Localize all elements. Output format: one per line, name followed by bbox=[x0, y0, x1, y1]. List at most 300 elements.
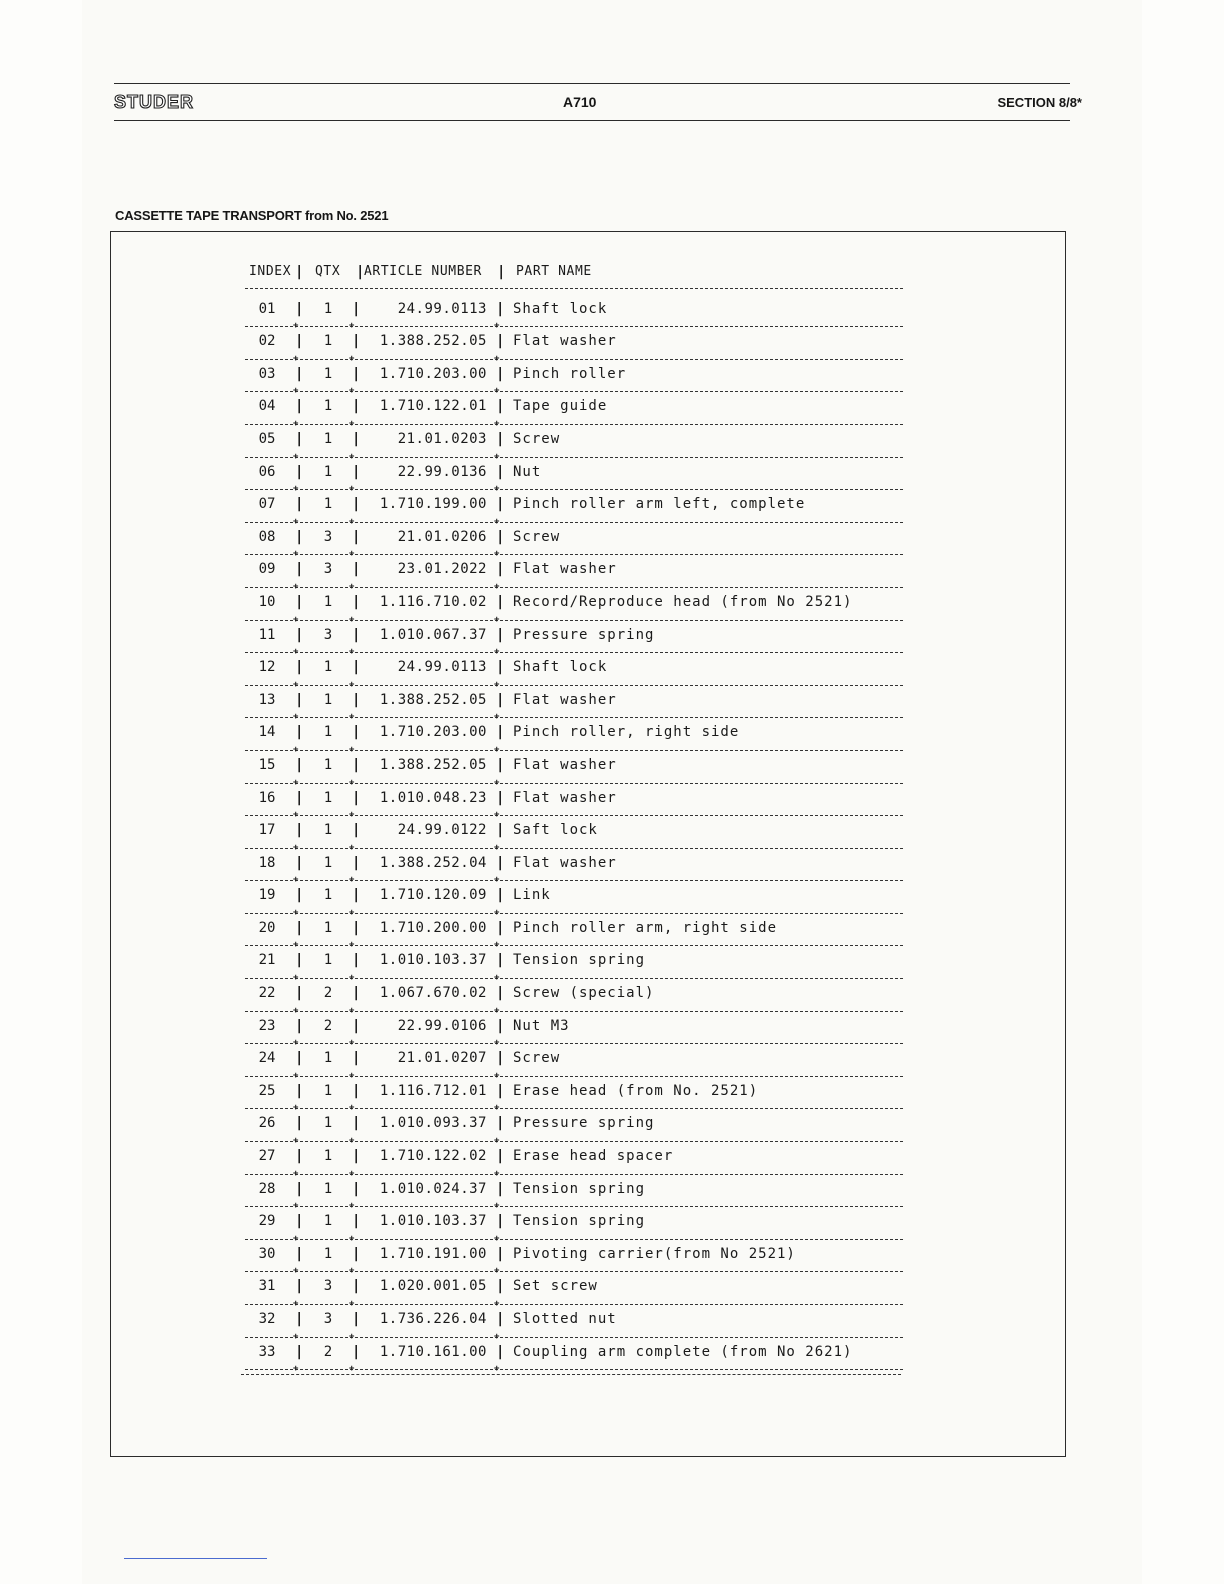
part-name: Pivoting carrier(from No 2521) bbox=[513, 1245, 796, 1262]
separator-junction: + bbox=[293, 516, 299, 527]
section-label: SECTION 8/8* bbox=[997, 95, 1082, 110]
part-qty: 1 bbox=[323, 1245, 333, 1262]
part-qty: 1 bbox=[323, 1213, 333, 1230]
column-divider: | bbox=[352, 1115, 361, 1132]
part-article-number: 21.01.0207 bbox=[397, 1050, 487, 1067]
part-index: 05 bbox=[258, 430, 276, 447]
part-qty: 3 bbox=[323, 1311, 333, 1327]
footer-link-rule bbox=[124, 1558, 267, 1559]
separator-junction: + bbox=[494, 451, 500, 462]
part-name: Flat washer bbox=[513, 333, 617, 350]
separator-junction: + bbox=[293, 614, 299, 625]
part-name: Pinch roller arm, right side bbox=[513, 919, 778, 936]
part-name: Pressure spring bbox=[513, 626, 655, 643]
separator-junction: + bbox=[349, 1299, 355, 1309]
part-article-number: 1.388.252.05 bbox=[379, 333, 487, 350]
part-name: Link bbox=[513, 887, 551, 904]
column-divider: | bbox=[295, 1180, 304, 1197]
separator-junction: + bbox=[494, 516, 500, 527]
separator-junction: + bbox=[293, 1070, 299, 1081]
separator-junction: + bbox=[494, 777, 500, 788]
part-qty: 1 bbox=[323, 1148, 333, 1165]
part-article-number: 1.710.161.00 bbox=[379, 1343, 487, 1360]
table-row bbox=[241, 295, 911, 332]
part-name: Saft lock bbox=[513, 822, 598, 839]
column-divider: | bbox=[496, 789, 505, 806]
column-divider: | bbox=[496, 691, 505, 708]
part-qty: 3 bbox=[323, 1278, 333, 1295]
column-divider: | bbox=[352, 789, 361, 806]
column-divider: | bbox=[295, 300, 304, 317]
separator-junction: + bbox=[349, 842, 355, 853]
part-article-number: 21.01.0206 bbox=[397, 528, 487, 545]
column-divider: | bbox=[352, 724, 361, 741]
column-divider: | bbox=[496, 1180, 505, 1197]
part-qty: 2 bbox=[323, 1343, 333, 1360]
part-article-number: 1.710.203.00 bbox=[379, 365, 487, 382]
column-divider: | bbox=[496, 887, 505, 904]
part-qty: 1 bbox=[323, 1115, 333, 1132]
column-divider: | bbox=[295, 496, 304, 513]
column-header-article: ARTICLE NUMBER bbox=[364, 264, 482, 279]
part-article-number: 24.99.0122 bbox=[397, 822, 487, 839]
part-article-number: 1.116.710.02 bbox=[379, 593, 487, 610]
part-article-number: 1.116.712.01 bbox=[379, 1082, 487, 1099]
separator-junction: + bbox=[349, 1266, 355, 1277]
part-qty: 1 bbox=[323, 822, 333, 839]
separator-junction: + bbox=[349, 1233, 355, 1244]
part-qty: 1 bbox=[323, 300, 333, 317]
table-row bbox=[241, 621, 911, 658]
row-separator bbox=[245, 288, 903, 289]
column-divider: | bbox=[295, 789, 304, 806]
model-label: A710 bbox=[563, 94, 597, 110]
separator-junction: + bbox=[494, 1103, 500, 1114]
separator-junction: + bbox=[494, 1005, 500, 1016]
part-qty: 1 bbox=[323, 756, 333, 773]
part-qty: 1 bbox=[323, 919, 333, 936]
part-name: Erase head (from No. 2521) bbox=[513, 1082, 759, 1099]
column-divider: | bbox=[496, 1115, 505, 1132]
part-qty: 2 bbox=[323, 1017, 333, 1034]
separator-junction: + bbox=[494, 484, 500, 495]
column-divider: | bbox=[496, 496, 505, 513]
part-index: 18 bbox=[258, 854, 276, 871]
part-index: 25 bbox=[258, 1082, 276, 1099]
separator-junction: + bbox=[494, 321, 500, 332]
separator-junction: + bbox=[349, 581, 355, 592]
column-divider: | bbox=[496, 300, 505, 317]
column-header-qty: QTX bbox=[315, 264, 341, 279]
part-name: Slotted nut bbox=[513, 1311, 617, 1327]
part-qty: 1 bbox=[323, 398, 333, 415]
separator-junction: + bbox=[494, 940, 500, 951]
part-article-number: 1.010.103.37 bbox=[379, 1213, 487, 1230]
separator-junction: + bbox=[494, 353, 500, 364]
separator-junction: + bbox=[293, 581, 299, 592]
part-index: 27 bbox=[258, 1148, 276, 1165]
column-divider: | bbox=[496, 724, 505, 741]
part-qty: 1 bbox=[323, 952, 333, 969]
header-bottom-rule bbox=[114, 120, 1070, 121]
table-row bbox=[241, 784, 911, 821]
part-article-number: 1.010.093.37 bbox=[379, 1115, 487, 1132]
separator-junction: + bbox=[293, 842, 299, 853]
column-divider: | bbox=[352, 756, 361, 773]
separator-junction: + bbox=[494, 1299, 500, 1309]
table-row bbox=[241, 979, 911, 1016]
separator-junction: + bbox=[494, 549, 500, 560]
table-row bbox=[241, 1207, 911, 1244]
column-divider: | bbox=[295, 756, 304, 773]
separator-junction: + bbox=[349, 1201, 355, 1212]
column-divider: | bbox=[352, 854, 361, 871]
separator-junction: + bbox=[349, 1331, 355, 1342]
separator-junction: + bbox=[293, 1364, 299, 1375]
separator-junction: + bbox=[293, 907, 299, 918]
separator-junction: + bbox=[293, 549, 299, 560]
part-name: Flat washer bbox=[513, 756, 617, 773]
part-qty: 3 bbox=[323, 561, 333, 578]
table-end-rule bbox=[241, 1374, 901, 1375]
column-divider: | bbox=[352, 822, 361, 839]
column-divider: | bbox=[295, 659, 304, 676]
separator-junction: + bbox=[494, 647, 500, 658]
part-name: Shaft lock bbox=[513, 300, 608, 317]
part-name: Pinch roller arm left, complete bbox=[513, 496, 806, 513]
column-divider: | bbox=[496, 398, 505, 415]
table-row bbox=[241, 458, 911, 495]
part-qty: 1 bbox=[323, 1082, 333, 1099]
separator-junction: + bbox=[293, 1266, 299, 1277]
column-divider: | bbox=[352, 1180, 361, 1197]
part-qty: 3 bbox=[323, 528, 333, 545]
part-qty: 1 bbox=[323, 1180, 333, 1197]
separator-junction: + bbox=[494, 1266, 500, 1277]
part-name: Pinch roller bbox=[513, 365, 627, 382]
part-qty: 1 bbox=[323, 887, 333, 904]
column-divider: | bbox=[295, 365, 304, 382]
part-name: Set screw bbox=[513, 1278, 598, 1295]
separator-junction: + bbox=[293, 1103, 299, 1114]
separator-junction: + bbox=[494, 1201, 500, 1212]
part-article-number: 22.99.0136 bbox=[397, 463, 487, 480]
part-name: Tape guide bbox=[513, 398, 608, 415]
column-divider: | bbox=[295, 952, 304, 969]
separator-junction: + bbox=[349, 744, 355, 755]
table-row bbox=[241, 914, 911, 951]
column-divider: | bbox=[295, 887, 304, 904]
table-row bbox=[241, 881, 911, 918]
column-divider: | bbox=[496, 854, 505, 871]
separator-junction: + bbox=[349, 875, 355, 886]
part-index: 14 bbox=[258, 724, 276, 741]
separator-junction: + bbox=[494, 907, 500, 918]
column-divider: | bbox=[295, 1278, 304, 1295]
table-row bbox=[241, 1175, 911, 1212]
separator-junction: + bbox=[293, 810, 299, 821]
separator-junction: + bbox=[349, 647, 355, 658]
part-article-number: 1.710.120.09 bbox=[379, 887, 487, 904]
part-name: Tension spring bbox=[513, 1213, 646, 1230]
part-index: 28 bbox=[258, 1180, 276, 1197]
column-divider: | bbox=[352, 528, 361, 545]
part-index: 23 bbox=[258, 1017, 276, 1034]
part-qty: 1 bbox=[323, 659, 333, 676]
column-divider: | bbox=[295, 528, 304, 545]
part-name: Screw bbox=[513, 528, 561, 545]
column-divider: | bbox=[496, 919, 505, 936]
part-index: 16 bbox=[258, 789, 276, 806]
table-row bbox=[241, 751, 911, 788]
column-divider: | bbox=[496, 822, 505, 839]
column-divider: | bbox=[352, 398, 361, 415]
table-row bbox=[241, 816, 911, 853]
separator-junction: + bbox=[349, 418, 355, 429]
column-divider: | bbox=[352, 659, 361, 676]
column-divider: | bbox=[295, 822, 304, 839]
column-divider: | bbox=[352, 919, 361, 936]
column-divider: | bbox=[352, 1245, 361, 1262]
separator-junction: + bbox=[293, 647, 299, 658]
part-qty: 1 bbox=[323, 724, 333, 741]
part-article-number: 1.388.252.04 bbox=[379, 854, 487, 871]
column-divider: | bbox=[496, 430, 505, 447]
column-divider: | bbox=[352, 691, 361, 708]
part-index: 07 bbox=[258, 496, 276, 513]
column-divider: | bbox=[496, 1050, 505, 1067]
column-divider: | bbox=[496, 365, 505, 382]
separator-junction: + bbox=[349, 1038, 355, 1049]
column-divider: | bbox=[295, 626, 304, 643]
separator-junction: + bbox=[494, 973, 500, 984]
separator-junction: + bbox=[293, 679, 299, 690]
column-divider: | bbox=[356, 264, 365, 280]
table-row bbox=[241, 1338, 911, 1375]
separator-junction: + bbox=[494, 1168, 500, 1179]
separator-junction: + bbox=[349, 386, 355, 397]
part-index: 29 bbox=[258, 1213, 276, 1230]
column-divider: | bbox=[352, 430, 361, 447]
part-index: 26 bbox=[258, 1115, 276, 1132]
table-row bbox=[241, 360, 911, 397]
column-divider: | bbox=[295, 333, 304, 350]
part-name: Coupling arm complete (from No 2621) bbox=[513, 1343, 853, 1360]
separator-junction: + bbox=[349, 484, 355, 495]
column-divider: | bbox=[496, 1017, 505, 1034]
column-divider: | bbox=[295, 463, 304, 480]
column-divider: | bbox=[295, 985, 304, 1002]
separator-junction: + bbox=[293, 1201, 299, 1212]
table-row bbox=[241, 1305, 911, 1342]
column-divider: | bbox=[352, 985, 361, 1002]
column-header-name: PART NAME bbox=[516, 264, 592, 279]
table-row bbox=[241, 523, 911, 560]
column-divider: | bbox=[352, 333, 361, 350]
column-divider: | bbox=[295, 593, 304, 610]
part-name: Tension spring bbox=[513, 1180, 646, 1197]
part-article-number: 1.010.024.37 bbox=[379, 1180, 487, 1197]
table-row bbox=[241, 686, 911, 723]
part-article-number: 1.736.226.04 bbox=[379, 1311, 487, 1327]
header-top-rule bbox=[114, 83, 1070, 84]
separator-junction: + bbox=[293, 777, 299, 788]
part-name: Pressure spring bbox=[513, 1115, 655, 1132]
part-article-number: 1.710.191.00 bbox=[379, 1245, 487, 1262]
column-divider: | bbox=[496, 659, 505, 676]
part-index: 22 bbox=[258, 985, 276, 1002]
part-qty: 3 bbox=[323, 626, 333, 643]
table-row bbox=[241, 946, 911, 984]
separator-junction: + bbox=[494, 1233, 500, 1244]
separator-junction: + bbox=[349, 1070, 355, 1081]
separator-junction: + bbox=[293, 1168, 299, 1179]
column-divider: | bbox=[295, 264, 304, 280]
part-name: Shaft lock bbox=[513, 659, 608, 676]
column-divider: | bbox=[295, 1050, 304, 1067]
separator-junction: + bbox=[293, 1005, 299, 1016]
table-row bbox=[241, 327, 911, 364]
part-qty: 1 bbox=[323, 854, 333, 871]
part-article-number: 1.710.122.02 bbox=[379, 1148, 487, 1165]
column-divider: | bbox=[496, 561, 505, 578]
separator-junction: + bbox=[494, 679, 500, 690]
separator-junction: + bbox=[349, 810, 355, 821]
table-row bbox=[241, 718, 911, 755]
part-qty: 2 bbox=[323, 985, 333, 1002]
part-article-number: 1.010.067.37 bbox=[379, 626, 487, 643]
column-divider: | bbox=[352, 496, 361, 513]
separator-junction: + bbox=[494, 1136, 500, 1147]
column-divider: | bbox=[352, 887, 361, 904]
part-article-number: 24.99.0113 bbox=[397, 300, 487, 317]
column-divider: | bbox=[295, 1148, 304, 1165]
column-divider: | bbox=[496, 1343, 505, 1360]
separator-junction: + bbox=[349, 712, 355, 723]
column-divider: | bbox=[496, 1311, 505, 1327]
part-article-number: 24.99.0113 bbox=[397, 659, 487, 676]
column-divider: | bbox=[295, 1017, 304, 1034]
part-name: Pinch roller, right side bbox=[513, 724, 740, 741]
part-article-number: 1.710.203.00 bbox=[379, 724, 487, 741]
column-header-index: INDEX bbox=[249, 264, 292, 279]
table-row bbox=[241, 1012, 911, 1049]
separator-junction: + bbox=[293, 712, 299, 723]
part-index: 19 bbox=[258, 887, 276, 904]
column-divider: | bbox=[295, 724, 304, 741]
part-index: 12 bbox=[258, 659, 276, 676]
column-divider: | bbox=[352, 463, 361, 480]
part-index: 13 bbox=[258, 691, 276, 708]
separator-junction: + bbox=[494, 1364, 500, 1375]
column-divider: | bbox=[295, 1115, 304, 1132]
separator-junction: + bbox=[293, 1299, 299, 1309]
table-row bbox=[241, 425, 911, 462]
separator-junction: + bbox=[494, 712, 500, 723]
separator-junction: + bbox=[349, 777, 355, 788]
part-qty: 1 bbox=[323, 789, 333, 806]
part-article-number: 23.01.2022 bbox=[397, 561, 487, 578]
column-divider: | bbox=[352, 1311, 361, 1327]
column-divider: | bbox=[352, 300, 361, 317]
column-divider: | bbox=[496, 1278, 505, 1295]
part-index: 10 bbox=[258, 593, 276, 610]
column-divider: | bbox=[496, 528, 505, 545]
part-index: 11 bbox=[258, 626, 276, 643]
column-divider: | bbox=[352, 1017, 361, 1034]
table-row bbox=[241, 1109, 911, 1147]
separator-junction: + bbox=[293, 744, 299, 755]
part-index: 03 bbox=[258, 365, 276, 382]
part-index: 06 bbox=[258, 463, 276, 480]
separator-junction: + bbox=[293, 1233, 299, 1244]
separator-junction: + bbox=[349, 907, 355, 918]
column-divider: | bbox=[352, 626, 361, 643]
column-divider: | bbox=[295, 1311, 304, 1327]
part-article-number: 1.020.001.05 bbox=[379, 1278, 487, 1295]
separator-junction: + bbox=[494, 1038, 500, 1049]
part-article-number: 1.710.199.00 bbox=[379, 496, 487, 513]
column-divider: | bbox=[352, 952, 361, 969]
column-divider: | bbox=[496, 1148, 505, 1165]
part-qty: 1 bbox=[323, 691, 333, 708]
column-divider: | bbox=[295, 1082, 304, 1099]
part-name: Screw bbox=[513, 1050, 561, 1067]
column-divider: | bbox=[496, 333, 505, 350]
column-divider: | bbox=[496, 1082, 505, 1099]
part-index: 31 bbox=[258, 1278, 276, 1295]
document-title: CASSETTE TAPE TRANSPORT from No. 2521 bbox=[115, 208, 389, 223]
separator-junction: + bbox=[494, 842, 500, 853]
separator-junction: + bbox=[349, 1103, 355, 1114]
part-article-number: 1.010.103.37 bbox=[379, 952, 487, 969]
part-article-number: 1.067.670.02 bbox=[379, 985, 487, 1002]
separator-junction: + bbox=[293, 321, 299, 332]
part-article-number: 1.388.252.05 bbox=[379, 756, 487, 773]
part-article-number: 1.710.200.00 bbox=[379, 919, 487, 936]
separator-junction: + bbox=[293, 1136, 299, 1147]
column-divider: | bbox=[295, 430, 304, 447]
part-index: 32 bbox=[258, 1311, 276, 1327]
parts-table bbox=[241, 262, 911, 1375]
column-divider: | bbox=[496, 952, 505, 969]
part-qty: 1 bbox=[323, 496, 333, 513]
part-name: Tension spring bbox=[513, 952, 646, 969]
table-row bbox=[241, 1044, 911, 1081]
part-name: Flat washer bbox=[513, 691, 617, 708]
part-index: 08 bbox=[258, 528, 276, 545]
part-article-number: 1.010.048.23 bbox=[379, 789, 487, 806]
part-article-number: 1.388.252.05 bbox=[379, 691, 487, 708]
separator-junction: + bbox=[293, 451, 299, 462]
part-article-number: 21.01.0203 bbox=[397, 430, 487, 447]
separator-junction: + bbox=[494, 386, 500, 397]
separator-junction: + bbox=[349, 451, 355, 462]
part-index: 01 bbox=[258, 300, 276, 317]
part-index: 24 bbox=[258, 1050, 276, 1067]
table-row bbox=[241, 555, 911, 592]
brand-logo: STUDER bbox=[114, 92, 195, 112]
column-divider: | bbox=[352, 1343, 361, 1360]
table-row bbox=[241, 1240, 911, 1277]
separator-junction: + bbox=[349, 1364, 355, 1375]
column-divider: | bbox=[496, 626, 505, 643]
part-index: 02 bbox=[258, 333, 276, 350]
part-article-number: 1.710.122.01 bbox=[379, 398, 487, 415]
part-name: Flat washer bbox=[513, 561, 617, 578]
part-index: 17 bbox=[258, 822, 276, 839]
separator-junction: + bbox=[293, 875, 299, 886]
